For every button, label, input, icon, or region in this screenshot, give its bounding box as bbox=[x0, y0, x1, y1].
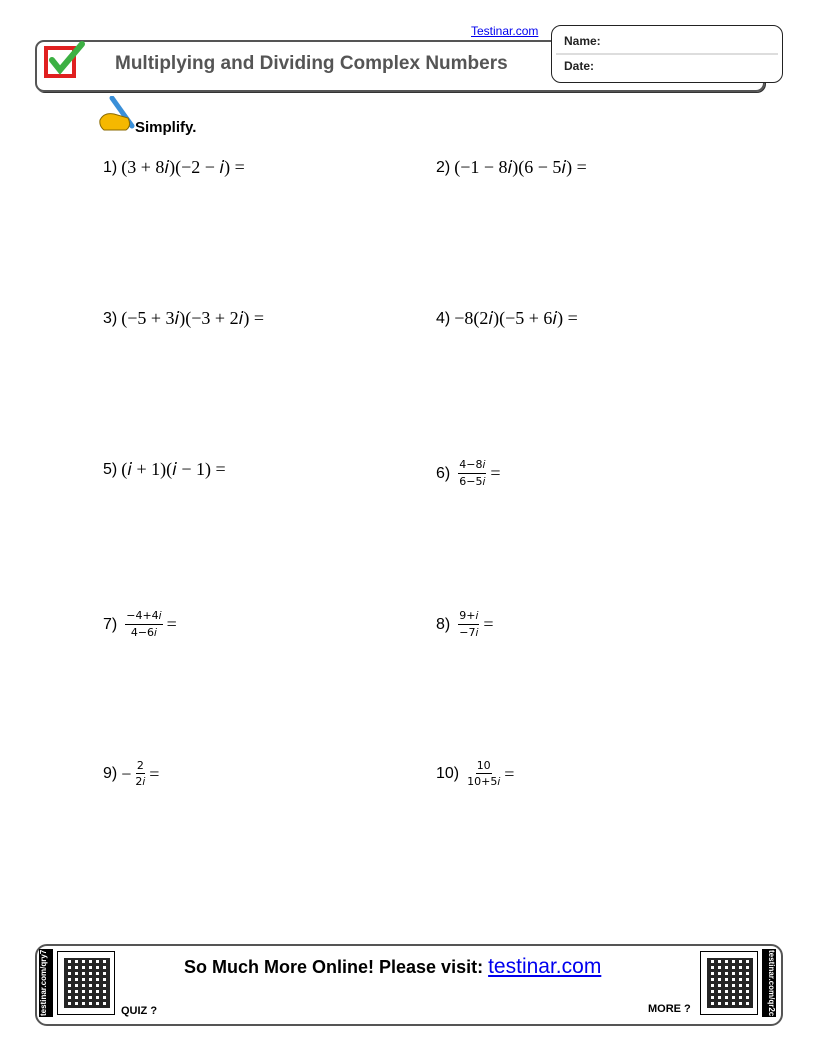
testinar-link[interactable]: Testinar.com bbox=[471, 24, 539, 38]
problem-5 bbox=[103, 459, 226, 480]
denominator: 10+5𝑖 bbox=[467, 775, 501, 788]
numerator: −4+4𝑖 bbox=[125, 609, 162, 625]
denominator: 2𝑖 bbox=[135, 775, 146, 788]
equals: = bbox=[149, 763, 160, 784]
problem-8 bbox=[436, 609, 494, 640]
fraction bbox=[467, 759, 500, 789]
fraction bbox=[125, 609, 162, 640]
problem-number: 1) bbox=[103, 158, 118, 176]
problem-2 bbox=[436, 157, 587, 178]
problem-number: 8) bbox=[436, 615, 451, 633]
divider bbox=[556, 53, 778, 55]
problem-4 bbox=[436, 308, 578, 329]
fraction bbox=[135, 759, 145, 789]
equals: = bbox=[490, 463, 501, 483]
problem-expression: (𝑖 + 1)(𝑖 − 1) = bbox=[121, 459, 226, 479]
equals: = bbox=[504, 763, 515, 784]
problem-expression: (−1 − 8𝑖)(6 − 5𝑖) = bbox=[454, 157, 587, 177]
instruction: Simplify. bbox=[135, 119, 197, 136]
problem-expression: (−5 + 3𝑖)(−3 + 2𝑖) = bbox=[121, 308, 264, 328]
writing-hand-icon bbox=[98, 96, 138, 139]
problem-number: 4) bbox=[436, 309, 451, 327]
problem-number: 2) bbox=[436, 158, 451, 176]
left-qr-url: testinar.com/qry7 bbox=[39, 949, 53, 1017]
problem-expression: (3 + 8𝑖)(−2 − 𝑖) = bbox=[121, 157, 245, 177]
problem-number: 6) bbox=[436, 464, 451, 482]
name-date-box bbox=[551, 25, 783, 83]
numerator: 2 bbox=[136, 759, 144, 772]
footer-promo bbox=[184, 955, 601, 979]
problem-1 bbox=[103, 157, 245, 178]
more-qr-code-icon[interactable] bbox=[700, 951, 758, 1015]
problem-number: 3) bbox=[103, 309, 118, 327]
problem-expression: −8(2𝑖)(−5 + 6𝑖) = bbox=[454, 308, 578, 328]
problem-number: 5) bbox=[103, 460, 118, 478]
checkbox-logo-icon bbox=[44, 46, 76, 78]
denominator: 4−6𝑖 bbox=[130, 626, 157, 639]
equals: = bbox=[483, 614, 494, 634]
problem-number: 9) bbox=[103, 765, 118, 782]
fraction bbox=[458, 609, 479, 640]
page-title: Multiplying and Dividing Complex Numbers bbox=[115, 53, 508, 74]
problem-number: 7) bbox=[103, 615, 118, 633]
equals: = bbox=[166, 614, 177, 634]
name-label: Name: bbox=[564, 34, 601, 48]
date-label: Date: bbox=[564, 59, 595, 73]
numerator: 4−8𝑖 bbox=[458, 458, 486, 474]
problem-10 bbox=[436, 759, 514, 789]
denominator: 6−5𝑖 bbox=[459, 475, 486, 488]
problem-9 bbox=[103, 759, 159, 789]
prefix: − bbox=[121, 763, 132, 784]
quiz-qr-code-icon[interactable] bbox=[57, 951, 115, 1015]
denominator: −7𝑖 bbox=[459, 626, 479, 639]
problem-6 bbox=[436, 458, 501, 489]
numerator: 10 bbox=[476, 759, 491, 772]
problem-number: 10) bbox=[436, 765, 460, 782]
footer-text: So Much More Online! Please visit: bbox=[184, 957, 484, 977]
problem-3 bbox=[103, 308, 264, 329]
footer-link[interactable]: testinar.com bbox=[488, 955, 602, 978]
fraction bbox=[458, 458, 486, 489]
more-label: MORE ? bbox=[648, 1003, 691, 1015]
problem-7 bbox=[103, 609, 177, 640]
right-qr-url: testinar.com/qr2c bbox=[762, 949, 776, 1017]
numerator: 9+𝑖 bbox=[458, 609, 479, 625]
quiz-label: QUIZ ? bbox=[121, 1005, 158, 1017]
